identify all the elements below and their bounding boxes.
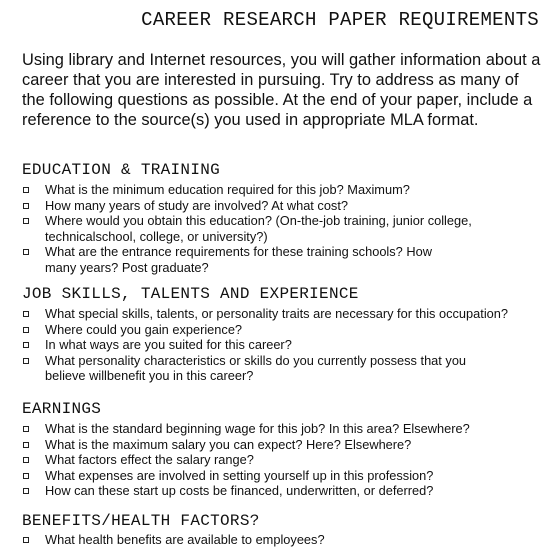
list-earnings — [22, 421, 547, 499]
list-item: What is the minimum education required for this job? Maximum? — [22, 182, 547, 198]
list-item: What personality characteristics or skills do you currently possess that you believe willbenefit you in this career? — [22, 353, 547, 384]
checkbox-bullet-icon — [23, 488, 29, 494]
list-benefits-health — [22, 532, 547, 548]
checkbox-bullet-icon — [23, 537, 29, 543]
list-item: What factors effect the salary range? — [22, 452, 547, 468]
list-item: What is the maximum salary you can expect? Here? Elsewhere? — [22, 437, 547, 453]
checkbox-bullet-icon — [23, 218, 29, 224]
list-item: What expenses are involved in setting yourself up in this profession? — [22, 468, 547, 484]
checkbox-bullet-icon — [23, 457, 29, 463]
list-education-training — [22, 182, 547, 276]
heading-benefits-health: BENEFITS/HEALTH FACTORS? — [22, 512, 260, 530]
list-job-skills — [22, 306, 547, 384]
checkbox-bullet-icon — [23, 249, 29, 255]
checkbox-bullet-icon — [23, 342, 29, 348]
intro-paragraph: Using library and Internet resources, you will gather information about a career that you are interested in pursuing. Try to address as many of the following questions as possible. At the end of your paper, include a reference to the source(s) you used in appropriate MLA format. — [22, 51, 541, 129]
checkbox-bullet-icon — [23, 311, 29, 317]
checkbox-bullet-icon — [23, 327, 29, 333]
checkbox-bullet-icon — [23, 426, 29, 432]
list-item: How many years of study are involved? At what cost? — [22, 198, 547, 214]
list-item: What health benefits are available to employees? — [22, 532, 547, 548]
heading-earnings: EARNINGS — [22, 400, 102, 418]
list-item: Where would you obtain this education? (On-the-job training, junior college, technicalschool, college, or university?) — [22, 213, 547, 244]
list-item: Where could you gain experience? — [22, 322, 547, 338]
list-item: What special skills, talents, or personality traits are necessary for this occupation? — [22, 306, 547, 322]
heading-job-skills: JOB SKILLS, TALENTS AND EXPERIENCE — [22, 285, 359, 303]
list-item: What are the entrance requirements for these training schools? How many years? Post graduate? — [22, 244, 547, 275]
checkbox-bullet-icon — [23, 473, 29, 479]
list-item: How can these start up costs be financed, underwritten, or deferred? — [22, 483, 547, 499]
checkbox-bullet-icon — [23, 358, 29, 364]
checkbox-bullet-icon — [23, 442, 29, 448]
checkbox-bullet-icon — [23, 203, 29, 209]
document-title: CAREER RESEARCH PAPER REQUIREMENTS — [141, 9, 539, 31]
list-item: What is the standard beginning wage for this job? In this area? Elsewhere? — [22, 421, 547, 437]
checkbox-bullet-icon — [23, 187, 29, 193]
heading-education-training: EDUCATION & TRAINING — [22, 161, 221, 179]
list-item: In what ways are you suited for this career? — [22, 337, 547, 353]
